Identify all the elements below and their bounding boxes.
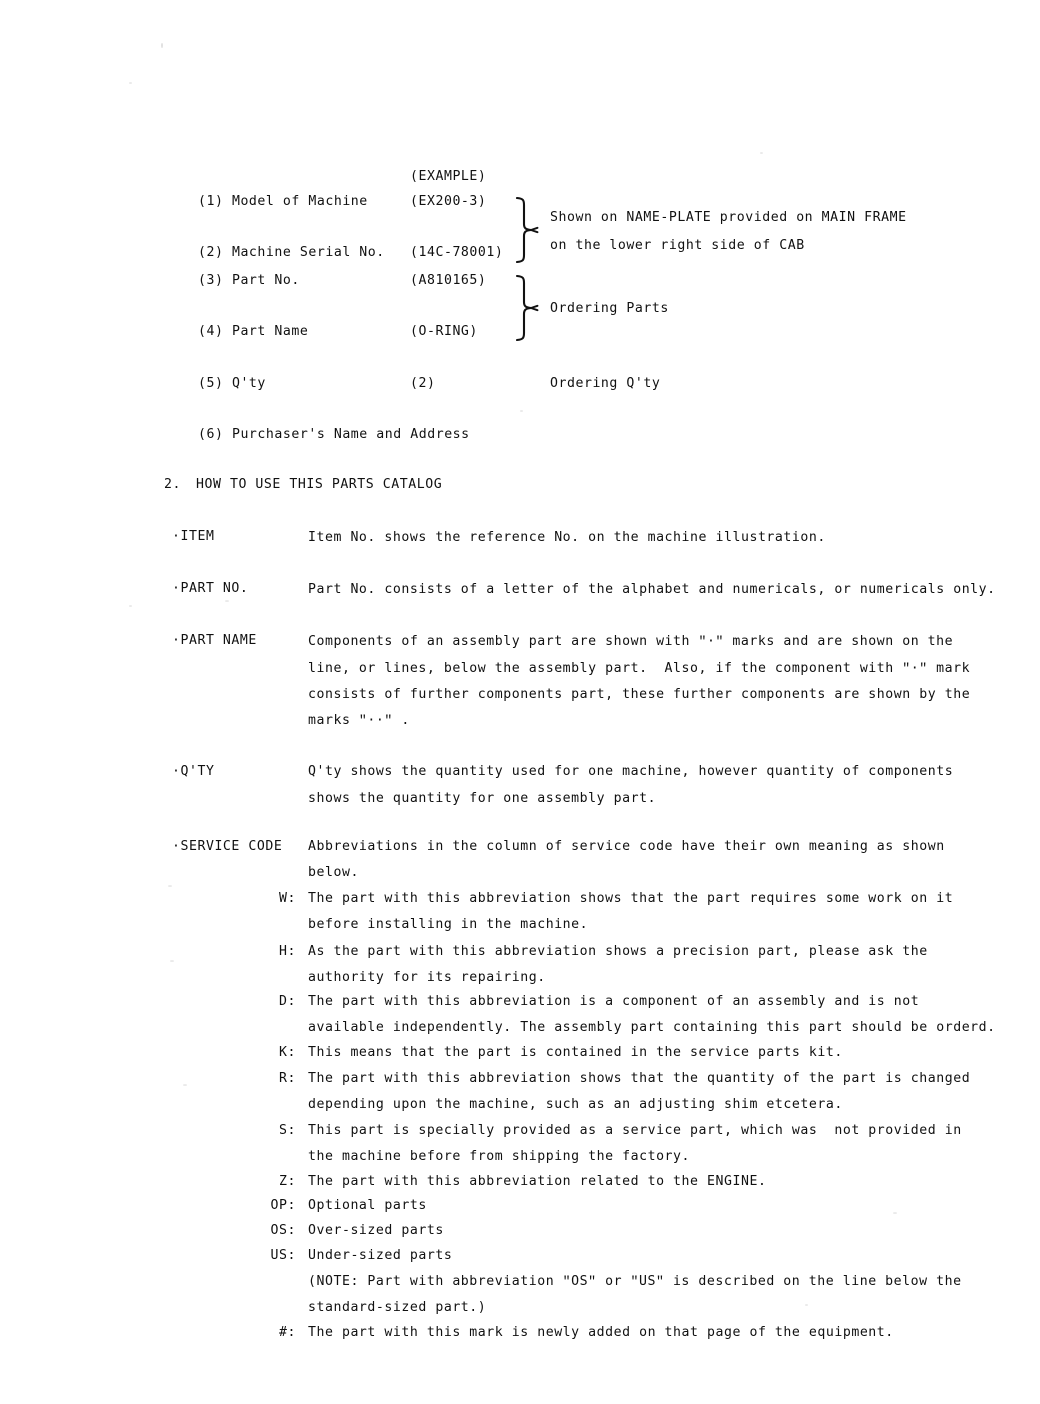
service-code-body-w-line-1: The part with this abbreviation shows that the part requires some work on it (308, 891, 954, 906)
example-row-label-4: (4) Part Name (198, 324, 309, 339)
annotation-ordering-qty: Ordering Q'ty (550, 376, 661, 391)
service-code-body-h-line-2: authority for its repairing. (308, 970, 546, 985)
example-row-value-3: (A810165) (410, 273, 487, 288)
service-code-note-line-2: standard-sized part.) (308, 1300, 487, 1315)
example-header: (EXAMPLE) (410, 169, 487, 184)
example-row-label-1: (1) Model of Machine (198, 194, 368, 209)
definition-body-part-name-line-3: consists of further components part, these further components are shown by the (308, 687, 971, 702)
definition-body-part-name-line-1: Components of an assembly part are shown with ʺ·ʺ marks and are shown on the (308, 634, 954, 649)
annotation-ordering-parts: Ordering Parts (550, 301, 669, 316)
definition-body-qty-line-1: Q'ty shows the quantity used for one machine, however quantity of components (308, 764, 954, 779)
definition-term-item: ·ITEM (172, 529, 215, 544)
definition-body-part-name-line-4: marks ʺ··ʺ . (308, 713, 410, 728)
service-code-key-os: OS: (270, 1223, 296, 1238)
definition-term-service-code: ·SERVICE CODE (172, 839, 283, 854)
service-code-key-s: S: (279, 1123, 296, 1138)
scan-speck (805, 1304, 808, 1306)
service-code-key-z: Z: (279, 1174, 296, 1189)
example-row-label-3: (3) Part No. (198, 273, 300, 288)
service-code-body-d-line-2: available independently. The assembly part containing this part should be orderd. (308, 1020, 996, 1035)
definition-term-part-name: ·PART NAME (172, 633, 257, 648)
service-code-key-hash: #: (279, 1325, 296, 1340)
section-title: HOW TO USE THIS PARTS CATALOG (196, 477, 443, 492)
example-row-label-6: (6) Purchaser's Name and Address (198, 427, 470, 442)
definition-body-part-no-line-1: Part No. consists of a letter of the alphabet and numericals, or numericals only. (308, 582, 996, 597)
curly-brace-nameplate (510, 196, 544, 264)
annotation-nameplate-line-2: on the lower right side of CAB (550, 238, 805, 253)
service-code-body-s-line-1: This part is specially provided as a service part, which was not provided in (308, 1123, 962, 1138)
service-code-body-r-line-1: The part with this abbreviation shows that the quantity of the part is changed (308, 1071, 971, 1086)
scan-speck (129, 82, 132, 84)
example-row-label-2: (2) Machine Serial No. (198, 245, 385, 260)
service-code-key-r: R: (279, 1071, 296, 1086)
scan-speck (760, 152, 763, 154)
example-row-label-5: (5) Q'ty (198, 376, 266, 391)
example-row-value-1: (EX200-3) (410, 194, 487, 209)
example-row-value-2: (14C-78001) (410, 245, 504, 260)
definition-term-part-no: ·PART NO. (172, 581, 249, 596)
service-code-body-h-line-1: As the part with this abbreviation shows a precision part, please ask the (308, 944, 928, 959)
service-code-key-us: US: (270, 1248, 296, 1263)
definition-body-service-code-line-2: below. (308, 865, 359, 880)
service-code-key-d: D: (279, 994, 296, 1009)
definition-term-qty: ·Q'TY (172, 764, 215, 779)
section-number: 2. (164, 477, 181, 492)
scan-speck (893, 1212, 897, 1214)
scan-speck (225, 600, 229, 602)
service-code-body-k-line-1: This means that the part is contained in the service parts kit. (308, 1045, 843, 1060)
scan-speck (161, 43, 163, 48)
service-code-key-w: W: (279, 891, 296, 906)
service-code-key-k: K: (279, 1045, 296, 1060)
scan-speck (129, 605, 132, 607)
definition-body-qty-line-2: shows the quantity for one assembly part. (308, 791, 657, 806)
service-code-key-op: OP: (270, 1198, 296, 1213)
scan-speck (520, 410, 523, 412)
example-row-value-5: (2) (410, 376, 436, 391)
service-code-key-h: H: (279, 944, 296, 959)
service-code-body-z-line-1: The part with this abbreviation related to the ENGINE. (308, 1174, 767, 1189)
annotation-nameplate-line-1: Shown on NAME-PLATE provided on MAIN FRAME (550, 210, 907, 225)
example-row-value-4: (O-RING) (410, 324, 478, 339)
definition-body-part-name-line-2: line, or lines, below the assembly part. Also, if the component with ʺ·ʺ mark (308, 661, 971, 676)
service-code-body-us-line-1: Under-sized parts (308, 1248, 453, 1263)
service-code-body-r-line-2: depending upon the machine, such as an adjusting shim etcetera. (308, 1097, 843, 1112)
service-code-body-w-line-2: before installing in the machine. (308, 917, 589, 932)
definition-body-service-code-line-1: Abbreviations in the column of service code have their own meaning as shown (308, 839, 945, 854)
scan-speck (168, 885, 172, 887)
service-code-body-hash-line-1: The part with this mark is newly added on that page of the equipment. (308, 1325, 894, 1340)
service-code-body-s-line-2: the machine before from shipping the factory. (308, 1149, 691, 1164)
service-code-body-op-line-1: Optional parts (308, 1198, 427, 1213)
scan-speck (170, 960, 174, 962)
service-code-body-os-line-1: Over-sized parts (308, 1223, 444, 1238)
definition-body-item-line-1: Item No. shows the reference No. on the machine illustration. (308, 530, 826, 545)
service-code-note-line-1: (NOTE: Part with abbreviation ʺOSʺ or ʺUSʺ is described on the line below the (308, 1274, 962, 1289)
curly-brace-ordering-parts (510, 274, 544, 342)
service-code-body-d-line-1: The part with this abbreviation is a component of an assembly and is not (308, 994, 920, 1009)
